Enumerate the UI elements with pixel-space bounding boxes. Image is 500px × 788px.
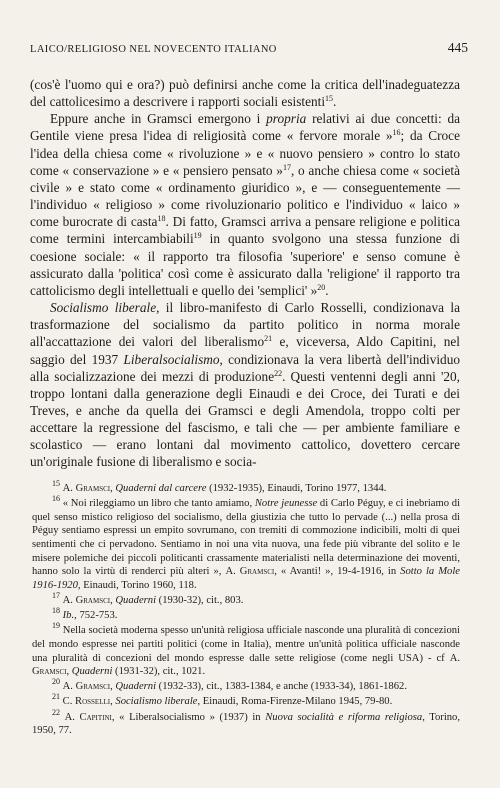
- footnote-ref-17: 17: [282, 162, 291, 172]
- footnote-19: $^{19}$ Nella società moderna spesso un'unità religiosa ufficiale nasconde una pluralità di concezioni del mondo espresse nei partiti politici (come in Italia), mentre un'unità politica ufficiale nasconde una pluralità di concezioni del mondo espresse dalle sette religiose (come negli USA) - cf A. Gramsci, Quaderni (1931-32), cit., 1021.: [32, 621, 460, 678]
- footnote-20: $^{20}$ A. Gramsci, Quaderni (1932-33), cit., 1383-1384, e anche (1933-34), 1861-1862.: [52, 677, 407, 693]
- footnote-16: $^{16}$ « Noi rileggiamo un libro che tanto amiamo, Notre jeunesse di Carlo Péguy, e ci inebriamo di quel senso mistico religioso del socialismo, della giustizia che tutto lo pervade (...) nella prosa di Péguy sentiamo espressi un empito sovrumano, con tremiti di commozione indicibili, molti di quei sentimenti che ci pervadono. Sentiamo in noi una vita nuova, una fede più vibrante del solito e le misere polemiche dei piccoli politicanti crassamente materialisti nella determinazione dei moventi, hanno solo la virtù di renderci più alteri », A. Gramsci, « Avanti! », 19-4-1916, in Sotto la Mole 1916-1920, Einaudi, Torino 1960, 118.: [32, 494, 461, 591]
- paragraph-3: Socialismo liberale, il libro-manifesto di Carlo Rosselli, condizionava la trasformazione del socialismo da partito politico in norma morale all'accattazione dei valori del liberalismo$^{21}$ e, viceversa, Aldo Capitini, nel saggio del 1937 Liberalsocialismo, condizionava la vera libertà dell'individuo alla socializzazione dei mezzi di produzione$^{22}$. Questi ventenni degli anni '20, troppo lontani dalla generazione degli Einaudi e dei Croce, dei Turati e dei Treves, e anche da quella dei Gramsci e degli Amendola, troppo colti per accettare la regressione del fascismo, e tali che — per ambiente familiare e scolastico — erano lontani dal movimento cattolico, dovettero cercare un'originale fusione di liberalismo e socia-: [30, 300, 460, 470]
- footnote-22: $^{22}$ A. Capitini, « Liberalsocialismo » (1937) in Nuova socialità e riforma religiosa, Torino, 1950, 77.: [32, 707, 461, 737]
- footnote-15: $^{15}$ A. Gramsci, Quaderni dal carcere (1932-1935), Einaudi, Torino 1977, 1344.: [52, 479, 387, 494]
- main-text: [30, 76, 460, 471]
- footnote-ref-16: 16: [392, 128, 401, 138]
- running-head: LAICO/RELIGIOSO NEL NOVECENTO ITALIANO: [30, 44, 277, 55]
- page-number: 445: [447, 40, 468, 55]
- footnotes: [32, 479, 461, 738]
- footnote-ref-21: 21: [264, 334, 273, 344]
- footnote-ref-22: 22: [274, 368, 283, 378]
- footnote-18: $^{18}$ Ib., 752-753.: [52, 606, 118, 622]
- footnote-21: $^{21}$ C. Rosselli, Socialismo liberale, Einaudi, Roma-Firenze-Milano 1945, 79-80.: [52, 692, 393, 708]
- page-header: [30, 40, 468, 56]
- footnote-ref-19: 19: [193, 231, 202, 241]
- footnote-ref-20: 20: [317, 282, 326, 292]
- book-title: Socialismo liberale: [50, 300, 157, 316]
- essay-title: Liberalsocialismo: [123, 351, 220, 367]
- paragraph-2: Eppure anche in Gramsci emergono i propria relativi ai due concetti: da Gentile viene presa l'idea di religiosità come « fervore morale »$^{16}$; da Croce l'idea della chiesa come « rivoluzione » e « nuovo pensiero » contro lo stato come « conservazione » e « pensiero pensato »$^{17}$, o anche chiesa come « società civile » e stato come « ordinamento giuridico », e — conseguentemente — l'individuo « religioso » come rivoluzionario politico e l'individuo « laico » come burocrate di casta$^{18}$. Di fatto, Gramsci arriva a pensare religione e politica come termini intercambiabili$^{19}$ in quanto svolgono una stessa funzione di coesione sociale: « il rapporto tra filosofia 'superiore' e senso comune è assicurato dalla 'politica' così come è assicurato dalla 'religione' il rapporto tra cattolicismo degli intellettuali e quello dei 'semplici' »$^{20}$.: [30, 111, 461, 298]
- footnote-ref-18: 18: [157, 214, 166, 224]
- paragraph-1: (cos'è l'uomo qui e ora?) può definirsi anche come la critica dell'inadeguatezza del cattolicesimo a descrivere i rapporti sociali esistenti$^{15}$.: [30, 77, 460, 110]
- footnote-17: $^{17}$ A. Gramsci, Quaderni (1930-32), cit., 803.: [52, 590, 244, 606]
- footnote-ref-15: 15: [325, 94, 334, 104]
